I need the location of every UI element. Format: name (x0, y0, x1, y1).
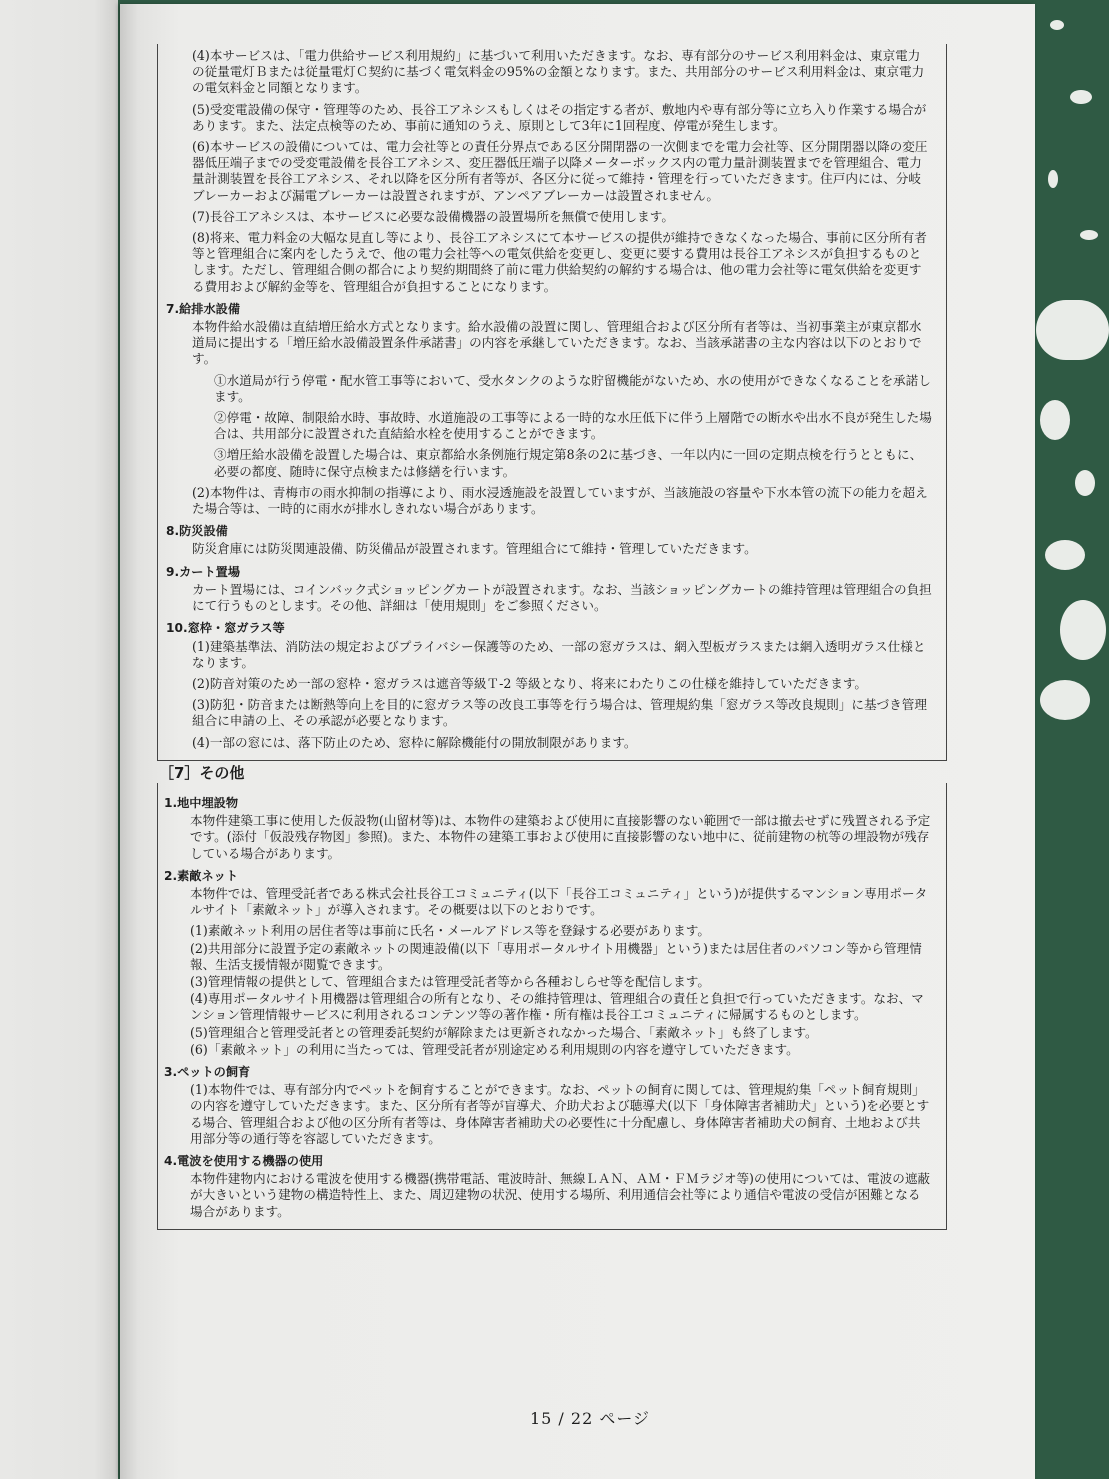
paragraph: ②停電・故障、制限給水時、事故時、水道施設の工事等による一時的な水圧低下に伴う上層階での断水や出水不良が発生した場合は、共用部分に設置された直結給水栓を使用することができます。 (214, 410, 932, 442)
paragraph: 防災倉庫には防災関連設備、防災備品が設置されます。管理組合にて維持・管理していただきます。 (192, 541, 757, 557)
section-heading: 7.給排水設備 (166, 301, 241, 316)
page-number: 15 / 22 ページ (529, 1409, 651, 1428)
left-page-edge (0, 0, 118, 1479)
paragraph: (2)共用部分に設置予定の素敵ネットの関連設備(以下「専用ポータルサイト用機器」という)または居住者のパソコン等から管理情報、生活支援情報が閲覧できます。 (190, 940, 922, 972)
upper-section-box (157, 44, 947, 761)
paragraph: (1)本物件では、専有部分内でペットを飼育することができます。なお、ペットの飼育に関しては、管理規約集「ペット飼育規則」の内容を遵守していただきます。また、区分所有者等が盲導犬、介助犬および聴導犬(以下「身体障害者補助犬」という)を必要とする場合、管理組合および他の区分所有者等は、身体障害者補助犬の必要性に十分配慮し、身体障害者補助犬の飼育、土地および共用部分等の通行等を容認していただきます。 (190, 1082, 930, 1146)
paragraph: (4)本サービスは、「電力供給サービス利用規約」に基づいて利用いただきます。なお、専有部分のサービス利用料金は、東京電力の従量電灯Ｂまたは従量電灯Ｃ契約に基づく電気料金の95%の金額となります。また、共用部分のサービス利用料金は、東京電力の電気料金と同額となります。 (192, 48, 925, 96)
page-content (157, 44, 947, 1394)
section-heading: 3.ペットの飼育 (164, 1064, 251, 1079)
paragraph: (5)管理組合と管理受託者との管理委託契約が解除または更新されなかった場合、「素敵ネット」も終了します。 (190, 1024, 818, 1040)
section-heading: 9.カート置場 (166, 564, 241, 579)
paragraph: 本物件では、管理受託者である株式会社長谷工コミュニティ(以下「長谷工コミュニティ」という)が提供するマンション専用ポータルサイト「素敵ネット」が導入されます。その概要は以下のとおりです。 (190, 885, 928, 918)
section-heading: 10.窓枠・窓ガラス等 (166, 621, 285, 636)
paragraph: ①水道局が行う停電・配水管工事等において、受水タンクのような貯留機能がないため、水の使用ができなくなることを承諾します。 (214, 372, 931, 404)
paragraph: 本物件建物内における電波を使用する機器(携帯電話、電波時計、無線ＬＡＮ、ＡＭ・ＦＭラジオ等)の使用については、電波の遮蔽が大きいという建物の構造特性上、また、周辺建物の状況、使用する場所、利用通信会社等により通信や電波の受信が困難となる場合があります。 (190, 1171, 931, 1219)
paragraph: 本物件給水設備は直結増圧給水方式となります。給水設備の設置に関し、管理組合および区分所有者等は、当初事業主が東京都水道局に提出する「増圧給水設備設置条件承諾書」の内容を承継していただきます。なお、当該承諾書の主な内容は以下のとおりです。 (192, 319, 922, 367)
paragraph: (2)本物件は、青梅市の雨水抑制の指導により、雨水浸透施設を設置していますが、当該施設の容量や下水本管の流下の能力を超えた場合等は、一時的に雨水が排水しきれない場合があります。 (192, 484, 928, 517)
paragraph: (3)管理情報の提供として、管理組合または管理受託者等から各種おしらせ等を配信します。 (190, 973, 710, 989)
section-heading: 4.電波を使用する機器の使用 (164, 1153, 324, 1168)
paragraph: (6)本サービスの設備については、電力会社等との責任分界点である区分開閉器の一次側までを電力会社等、区分開閉器以降の変圧器低圧端子までの受変電設備を長谷工アネシス、変圧器低圧端子以降メーターボックス内の電力量計測装置までを管理組合、電力量計測装置を長谷工アネシス、それ以降を区分所有者等が、各区分に従って維持・管理を行っていただきます。住戸内には、分岐ブレーカーおよび漏電ブレーカーは設置されますが、アンペアブレーカーは設置されません。 (192, 139, 928, 203)
paragraph: (5)受変電設備の保守・管理等のため、長谷工アネシスもしくはその指定する者が、敷地内や専有部分等に立ち入り作業する場合があります。また、法定点検等のため、事前に通知のうえ、原則として3年に1回程度、停電が発生します。 (192, 101, 927, 133)
paragraph: ③増圧給水設備を設置した場合は、東京都給水条例施行規定第8条の2に基づき、一年以内に一回の定期点検を行うとともに、必要の都度、随時に保守点検または修繕を行います。 (214, 447, 923, 479)
section-heading: 1.地中埋設物 (164, 795, 239, 810)
chapter-heading: ［7］その他 (159, 763, 245, 782)
paragraph: (4)一部の窓には、落下防止のため、窓枠に解除機能付の開放制限があります。 (192, 734, 637, 750)
paragraph: (3)防犯・防音または断熱等向上を目的に窓ガラス等の改良工事等を行う場合は、管理規約集「窓ガラス等改良規則」に基づき管理組合に申請の上、その承認が必要となります。 (192, 697, 927, 729)
paragraph: 本物件建築工事に使用した仮設物(山留材等)は、本物件の建築および使用に直接影響のない範囲で一部は撤去せずに残置される予定です。(添付「仮設残存物図」参照)。また、本物件の建築工事および使用に直接影響のない地中に、従前建物の杭等の埋設物が残存している場合があります。 (190, 813, 931, 861)
paragraph: (6)「素敵ネット」の利用に当たっては、管理受託者が別途定める利用規則の内容を遵守していただきます。 (190, 1041, 799, 1057)
section-heading: 2.素敵ネット (164, 868, 239, 883)
paragraph: (1)建築基準法、消防法の規定およびプライバシー保護等のため、一部の窓ガラスは、網入型板ガラスまたは網入透明ガラス仕様となります。 (192, 638, 926, 670)
paragraph: (7)長谷工アネシスは、本サービスに必要な設備機器の設置場所を無償で使用します。 (192, 208, 674, 224)
lower-section-box (157, 783, 947, 1230)
paragraph: (2)防音対策のため一部の窓枠・窓ガラスは遮音等級Ｔ-2 等級となり、将来にわたりこの仕様を維持していただきます。 (192, 675, 868, 691)
section-heading: 8.防災設備 (166, 524, 228, 539)
paragraph: カート置場には、コインバック式ショッピングカートが設置されます。なお、当該ショッピングカートの維持管理は管理組合の負担にて行うものとします。その他、詳細は「使用規則」をご参照ください。 (192, 581, 932, 614)
paragraph: (4)専用ポータルサイト用機器は管理組合の所有となり、その維持管理は、管理組合の責任と負担で行っていただきます。なお、マンション管理情報サービスに利用されるコンテンツ等の著作権・所有権は長谷工コミュニティに帰属するものとします。 (190, 991, 924, 1023)
paragraph: (8)将来、電力料金の大幅な見直し等により、長谷工アネシスにて本サービスの提供が維持できなくなった場合、事前に区分所有者等と管理組合に案内をしたうえで、他の電力会社等への電気供給を変更し、変更に要する費用は長谷工アネシスが負担するものとします。ただし、管理組合側の都合により契約期間終了前に電力供給契約の解約する場合は、他の電力会社等に電気供給を変更する費用および解約金等を、管理組合が負担することになります。 (192, 230, 927, 294)
paragraph: (1)素敵ネット利用の居住者等は事前に氏名・メールアドレス等を登録する必要があります。 (190, 923, 710, 939)
